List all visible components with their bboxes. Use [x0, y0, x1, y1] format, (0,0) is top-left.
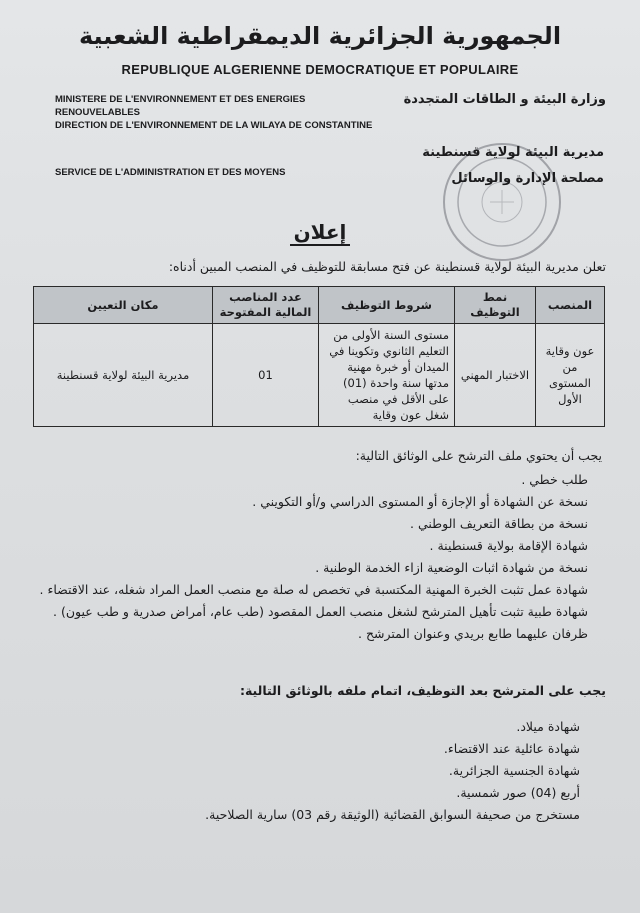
- list-item: نسخة من بطاقة التعريف الوطني .: [28, 513, 588, 535]
- table-row: [34, 324, 605, 427]
- after-hiring-title: يجب على المترشح بعد التوظيف، اتمام ملفه بالوثائق التالية:: [239, 683, 606, 698]
- ministry-ar: وزارة البيئة و الطاقات المتجددة: [403, 92, 606, 107]
- announcement-title-text: إعلان: [290, 220, 351, 246]
- cell-conditions: مستوى السنة الأولى من التعليم الثانوي وتكوينا في الميدان أو خبرة مهنية مدتها سنة واحدة (01) على الأقل في منصب شغل عون وقاية: [319, 324, 455, 427]
- service-fr: SERVICE DE L'ADMINISTRATION ET DES MOYENS: [55, 167, 286, 178]
- announcement-title: [0, 220, 640, 244]
- republic-title-fr: REPUBLIQUE ALGERIENNE DEMOCRATIQUE ET POPULAIRE: [121, 62, 519, 77]
- list-item: نسخة عن الشهادة أو الإجازة أو المستوى الدراسي و/أو التكويني .: [28, 491, 588, 513]
- list-item: شهادة عائلية عند الاقتضاء.: [443, 741, 580, 756]
- list-item: نسخة من شهادة اثبات الوضعية ازاء الخدمة الوطنية .: [28, 557, 588, 579]
- list-item: ظرفان عليهما طابع بريدي وعنوان المترشح .: [28, 623, 588, 645]
- list-item: طلب خطي .: [28, 469, 588, 491]
- ministry-line-2: RENOUVELABLES: [55, 107, 140, 118]
- table-header-row: [34, 287, 605, 324]
- cell-post: عون وقاية من المستوى الأول: [536, 324, 605, 427]
- header-positions: عدد المناصب المالية المفتوحة: [213, 287, 319, 324]
- direction-line-fr: DIRECTION DE L'ENVIRONNEMENT DE LA WILAYA DE CONSTANTINE: [55, 120, 373, 131]
- service-ar: مصلحة الإدارة والوسائل: [451, 171, 604, 186]
- header-post: المنصب: [536, 287, 605, 324]
- list-item: أربع (04) صور شمسية.: [456, 785, 580, 800]
- cell-positions: 01: [213, 324, 319, 427]
- list-item: شهادة ميلاد.: [516, 719, 580, 734]
- documents-list: [28, 469, 588, 645]
- header-mode: نمط التوظيف: [455, 287, 536, 324]
- direction-ar: مديرية البيئة لولاية قسنطينة: [422, 145, 604, 160]
- after-documents-list: [60, 716, 580, 826]
- announcement-intro: تعلن مديرية البيئة لولاية قسنطينة عن فتح مسابقة للتوظيف في المنصب المبين أدناه:: [168, 259, 606, 274]
- required-documents: [28, 448, 602, 645]
- direction-block-ar: [404, 140, 604, 192]
- header-conditions: شروط التوظيف: [319, 287, 455, 324]
- ministry-line-1: MINISTERE DE L'ENVIRONNEMENT ET DES ENERGIES: [55, 94, 306, 105]
- republic-title-ar: الجمهورية الجزائرية الديمقراطية الشعبية: [78, 22, 562, 50]
- cell-mode: الاختبار المهني: [455, 324, 536, 427]
- documents-intro: يجب أن يحتوي ملف الترشح على الوثائق التالية:: [355, 448, 602, 463]
- ministry-block-fr: [55, 93, 385, 132]
- positions-table: [33, 286, 605, 427]
- list-item: مستخرج من صحيفة السوابق القضائية (الوثيقة رقم 03) سارية الصلاحية.: [205, 807, 580, 822]
- list-item: شهادة الجنسية الجزائرية.: [448, 763, 580, 778]
- cell-place: مديرية البيئة لولاية قسنطينة: [34, 324, 213, 427]
- header-place: مكان التعيين: [34, 287, 213, 324]
- list-item: شهادة عمل تثبت الخبرة المهنية المكتسبة في تخصص له صلة مع منصب العمل المراد شغله، عند الاقتضاء .: [28, 579, 588, 601]
- list-item: شهادة الإقامة بولاية قسنطينة .: [28, 535, 588, 557]
- after-hiring-documents: [60, 716, 580, 826]
- list-item: شهادة طبية تثبت تأهيل المترشح لشغل منصب العمل المقصود (طب عام، أمراض صدرية و طب عيون) .: [28, 601, 588, 623]
